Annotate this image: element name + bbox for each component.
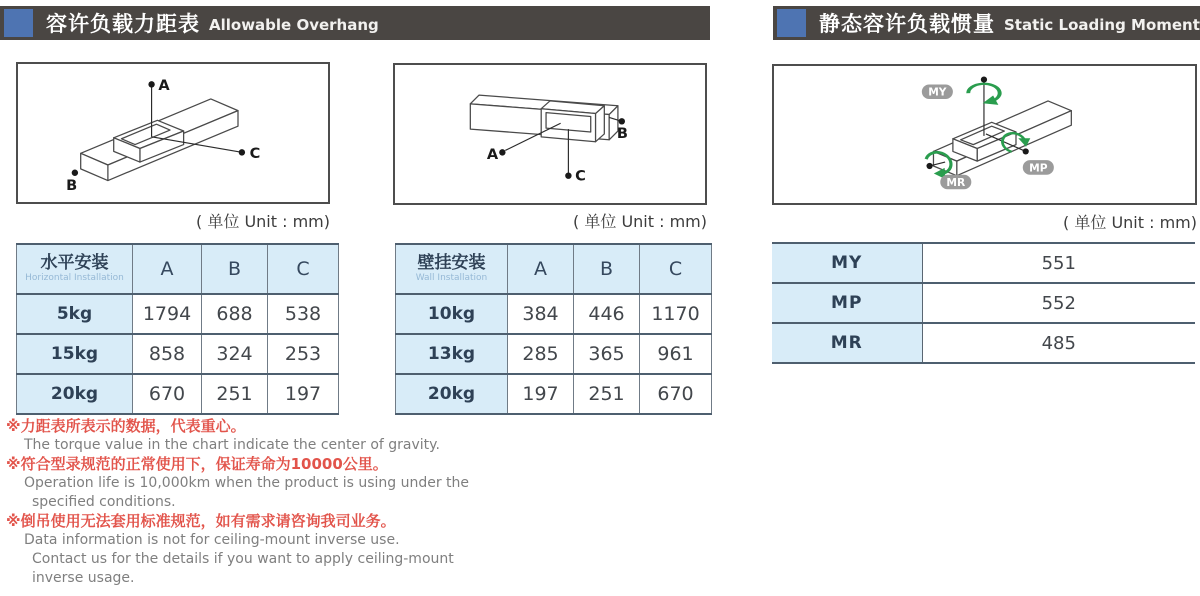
my-badge bbox=[922, 84, 953, 99]
unit-caption: ( 单位 Unit : mm) bbox=[573, 212, 707, 231]
table-row bbox=[396, 294, 712, 334]
table-title-cell bbox=[396, 244, 508, 294]
rail-side-drawing bbox=[395, 65, 701, 199]
mr-axis-dot bbox=[926, 163, 932, 169]
header-accent-square bbox=[777, 9, 806, 37]
static-loading-moment-diagram bbox=[772, 64, 1197, 205]
mp-badge-label: MP bbox=[1029, 161, 1048, 175]
row-label: 10kg bbox=[396, 294, 508, 334]
mp-badge bbox=[1023, 160, 1054, 175]
column-header-a: A bbox=[508, 244, 574, 294]
point-b-label: B bbox=[616, 124, 629, 142]
row-label: 20kg bbox=[17, 374, 133, 414]
row-label: 5kg bbox=[17, 294, 133, 334]
column-header-c: C bbox=[640, 244, 712, 294]
table-row bbox=[17, 294, 339, 334]
table-cell: 552 bbox=[922, 283, 1195, 323]
unit-caption: ( 单位 Unit : mm) bbox=[196, 212, 330, 231]
note-en: inverse usage. bbox=[32, 570, 135, 586]
rail-body bbox=[81, 99, 238, 181]
table-cell: 197 bbox=[268, 374, 339, 414]
static-loading-moment-table bbox=[772, 242, 1195, 364]
rail-isometric-drawing bbox=[18, 64, 324, 198]
table-cell: 670 bbox=[133, 374, 202, 414]
row-label: MY bbox=[772, 243, 922, 283]
table-cell: 538 bbox=[268, 294, 339, 334]
note-cn: ※符合型录规范的正常使用下，保证寿命为10000公里。 bbox=[6, 455, 388, 473]
wall-installation-diagram bbox=[393, 63, 707, 205]
table-header-row bbox=[17, 244, 339, 294]
table-title-cn: 壁挂安装 bbox=[417, 253, 486, 274]
point-b-label: B bbox=[66, 177, 78, 195]
row-label: 20kg bbox=[396, 374, 508, 414]
row-label: MP bbox=[772, 283, 922, 323]
table-cell: 253 bbox=[268, 334, 339, 374]
rail-body bbox=[470, 95, 618, 142]
table-row bbox=[772, 243, 1195, 283]
point-c-dot bbox=[239, 149, 245, 155]
note-en: specified conditions. bbox=[32, 494, 176, 510]
row-label: 15kg bbox=[17, 334, 133, 374]
section-title-en: Allowable Overhang bbox=[209, 15, 379, 34]
section-title-cn: 容许负载力距表 bbox=[46, 12, 200, 36]
my-badge-label: MY bbox=[928, 85, 947, 99]
table-row bbox=[396, 374, 712, 414]
mr-badge-label: MR bbox=[946, 175, 966, 189]
table-cell: 551 bbox=[922, 243, 1195, 283]
horizontal-installation-table bbox=[16, 243, 339, 415]
section-header-static-loading-moment bbox=[773, 6, 1200, 40]
table-title-cell bbox=[17, 244, 133, 294]
table-cell: 858 bbox=[133, 334, 202, 374]
moment-axes-drawing bbox=[774, 66, 1191, 199]
table-row bbox=[772, 283, 1195, 323]
table-cell: 1794 bbox=[133, 294, 202, 334]
table-row bbox=[17, 374, 339, 414]
table-title-cn: 水平安装 bbox=[40, 253, 109, 274]
row-label: MR bbox=[772, 323, 922, 363]
column-header-b: B bbox=[202, 244, 268, 294]
mp-axis-dot bbox=[1023, 148, 1029, 154]
column-header-b: B bbox=[574, 244, 640, 294]
note-en: Contact us for the details if you want to apply ceiling-mount bbox=[32, 551, 454, 567]
point-c-dot bbox=[565, 172, 571, 178]
column-header-a: A bbox=[133, 244, 202, 294]
section-header-allowable-overhang bbox=[0, 6, 710, 40]
table-row bbox=[17, 334, 339, 374]
section-title-cn: 静态容许负载惯量 bbox=[819, 12, 995, 36]
note-cn: ※倒吊使用无法套用标准规范，如有需求请咨询我司业务。 bbox=[6, 512, 396, 530]
table-cell: 324 bbox=[202, 334, 268, 374]
note-cn: ※力距表所表示的数据，代表重心。 bbox=[6, 417, 246, 435]
header-accent-square bbox=[4, 9, 33, 37]
table-cell: 285 bbox=[508, 334, 574, 374]
section-title-en: Static Loading Moment bbox=[1004, 15, 1200, 34]
table-cell: 670 bbox=[640, 374, 712, 414]
table-title-en: Wall Installation bbox=[415, 272, 488, 283]
table-cell: 688 bbox=[202, 294, 268, 334]
mr-badge bbox=[940, 175, 971, 190]
table-row bbox=[772, 323, 1195, 363]
horizontal-installation-diagram bbox=[16, 62, 330, 204]
table-header-row bbox=[396, 244, 712, 294]
column-header-c: C bbox=[268, 244, 339, 294]
note-en: Operation life is 10,000km when the product is using under the bbox=[24, 475, 470, 491]
table-cell: 365 bbox=[574, 334, 640, 374]
my-axis-dot bbox=[981, 76, 987, 82]
table-cell: 251 bbox=[202, 374, 268, 414]
row-label: 13kg bbox=[396, 334, 508, 374]
wall-installation-table bbox=[395, 243, 712, 415]
point-b-dot bbox=[72, 170, 78, 176]
point-a-label: A bbox=[486, 146, 499, 164]
note-en: The torque value in the chart indicate the center of gravity. bbox=[24, 437, 440, 453]
table-cell: 961 bbox=[640, 334, 712, 374]
table-cell: 485 bbox=[922, 323, 1195, 363]
table-title-en: Horizontal Installation bbox=[25, 272, 124, 283]
point-c-label: C bbox=[575, 167, 586, 185]
note-en: Data information is not for ceiling-mount inverse use. bbox=[24, 532, 400, 548]
point-b-dot bbox=[619, 118, 625, 124]
unit-caption: ( 单位 Unit : mm) bbox=[1063, 213, 1197, 232]
point-c-label: C bbox=[249, 145, 261, 163]
point-a-dot bbox=[499, 149, 505, 155]
table-row bbox=[396, 334, 712, 374]
table-cell: 197 bbox=[508, 374, 574, 414]
table-cell: 384 bbox=[508, 294, 574, 334]
footnotes bbox=[6, 417, 506, 588]
table-cell: 251 bbox=[574, 374, 640, 414]
point-a-dot bbox=[148, 81, 154, 87]
table-cell: 1170 bbox=[640, 294, 712, 334]
table-cell: 446 bbox=[574, 294, 640, 334]
point-a-label: A bbox=[158, 77, 170, 95]
